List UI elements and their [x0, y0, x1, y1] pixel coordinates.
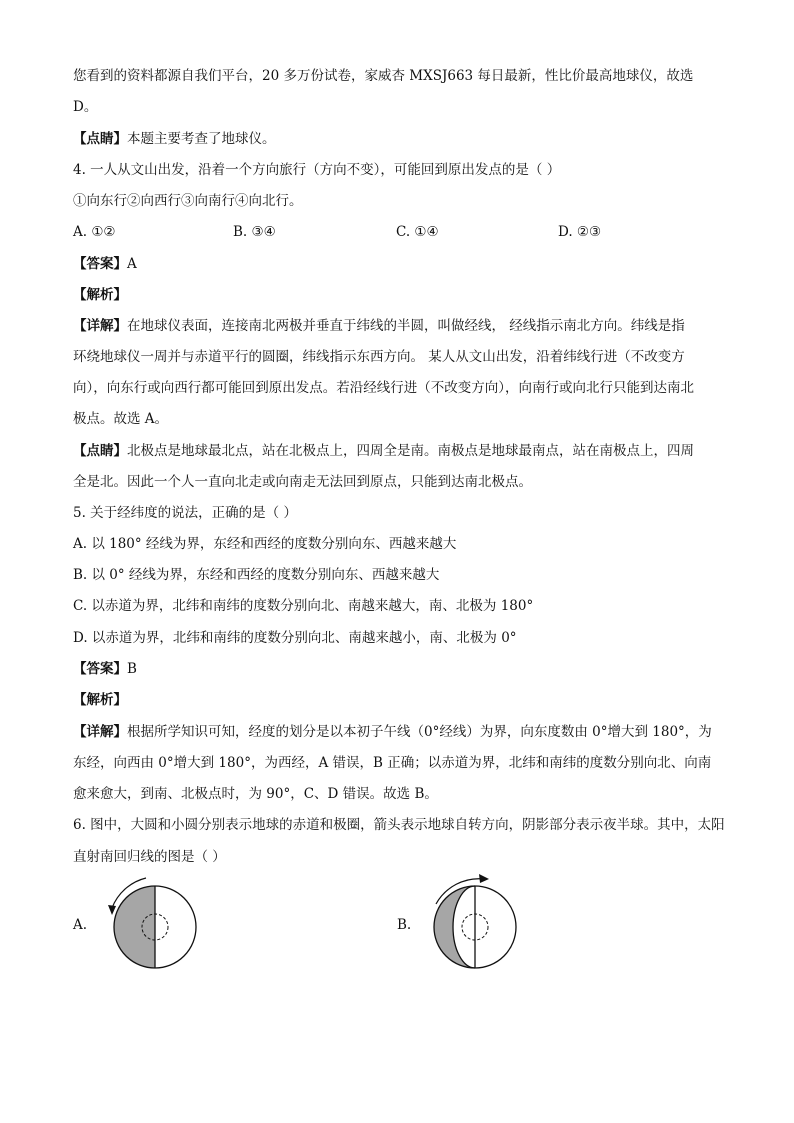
arrowhead-icon	[479, 874, 489, 883]
q6-stem-line-2: 直射南回归线的图是（ ）	[73, 849, 226, 865]
detail-tag: 【详解】	[73, 318, 127, 334]
q4-answer	[73, 254, 137, 274]
answer-tag: 【答案】	[73, 661, 127, 677]
comment-tag: 【点睛】	[73, 131, 127, 147]
q5-stem: 5. 关于经纬度的说法，正确的是（ ）	[73, 505, 297, 521]
figure-b-diagram	[420, 868, 530, 978]
comment-text: 本题主要考查了地球仪。	[127, 131, 276, 147]
q4-comment-line-1	[73, 441, 694, 461]
q4-comment-line-2: 全是北。因此一个人一直向北走或向南走无法回到原点，只能到达南北极点。	[73, 474, 532, 490]
q5-analysis	[73, 690, 127, 710]
q5-detail-line-3: 愈来愈大，到南、北极点时，为 90°，C、D 错误。故选 B。	[73, 786, 438, 802]
answer-value: B	[127, 661, 137, 677]
q4-detail-line-4: 极点。故选 A。	[73, 411, 169, 427]
q4-detail-line-1	[73, 316, 685, 336]
q5-detail-line-2: 东经，向西由 0°增大到 180°，为西经，A 错误，B 正确；以赤道为界，北纬和南纬的度数分别向北、向南	[73, 755, 712, 771]
q4-items: ①向东行②向西行③向南行④向北行。	[73, 193, 303, 209]
q4-option-b: B. ③④	[233, 224, 276, 240]
answer-value: A	[127, 256, 137, 272]
figure-b-label: B.	[397, 917, 412, 933]
q5-detail-line-1	[73, 722, 712, 742]
q5-answer	[73, 659, 137, 679]
q6-stem-line-1: 6. 图中，大圆和小圆分别表示地球的赤道和极圈，箭头表示地球自转方向，阴影部分表示夜半球。其中，太阳	[73, 817, 725, 833]
q4-detail-line-2: 环绕地球仪一周并与赤道平行的圆圈，纬线指示东西方向。 某人从文山出发，沿着纬线行进（不改变方	[73, 349, 685, 365]
q5-option-a: A. 以 180° 经线为界，东经和西经的度数分别向东、西越来越大	[73, 536, 457, 552]
detail-text: 根据所学知识可知，经度的划分是以本初子午线（0°经线）为界，向东度数由 0°增大到 180°，为	[127, 724, 712, 740]
q4-option-a: A. ①②	[73, 224, 116, 240]
q5-option-c: C. 以赤道为界，北纬和南纬的度数分别向北、南越来越大，南、北极为 180°	[73, 598, 534, 614]
q4-analysis	[73, 285, 127, 305]
q4-option-d: D. ②③	[558, 224, 602, 240]
q4-stem: 4. 一人从文山出发，沿着一个方向旅行（方向不变），可能回到原出发点的是（ ）	[73, 162, 561, 178]
intro-line-2: D。	[73, 99, 98, 115]
detail-tag: 【详解】	[73, 724, 127, 740]
q4-detail-line-3: 向），向东行或向西行都可能回到原出发点。若沿经线行进（不改变方向），向南行或向北行只能到达南北	[73, 380, 694, 396]
detail-text: 在地球仪表面，连接南北两极并垂直于纬线的半圆，叫做经线， 经线指示南北方向。纬线是指	[127, 318, 685, 334]
figure-a-diagram	[100, 868, 210, 978]
q3-comment	[73, 129, 276, 149]
night-hemisphere-shade	[114, 886, 155, 968]
analysis-tag: 【解析】	[73, 692, 127, 708]
arrowhead-icon	[108, 905, 116, 915]
comment-tag: 【点睛】	[73, 443, 127, 459]
q5-option-d: D. 以赤道为界，北纬和南纬的度数分别向北、南越来越小，南、北极为 0°	[73, 630, 517, 646]
figure-a-label: A.	[73, 917, 88, 933]
analysis-tag: 【解析】	[73, 287, 127, 303]
q5-option-b: B. 以 0° 经线为界，东经和西经的度数分别向东、西越来越大	[73, 567, 440, 583]
q4-option-c: C. ①④	[396, 224, 439, 240]
answer-tag: 【答案】	[73, 256, 127, 272]
comment-text: 北极点是地球最北点，站在北极点上，四周全是南。南极点是地球最南点，站在南极点上，四周	[127, 443, 694, 459]
intro-line-1: 您看到的资料都源自我们平台，20 多万份试卷，家威杏 MXSJ663 每日最新，性比价最高地球仪，故选	[73, 68, 694, 84]
